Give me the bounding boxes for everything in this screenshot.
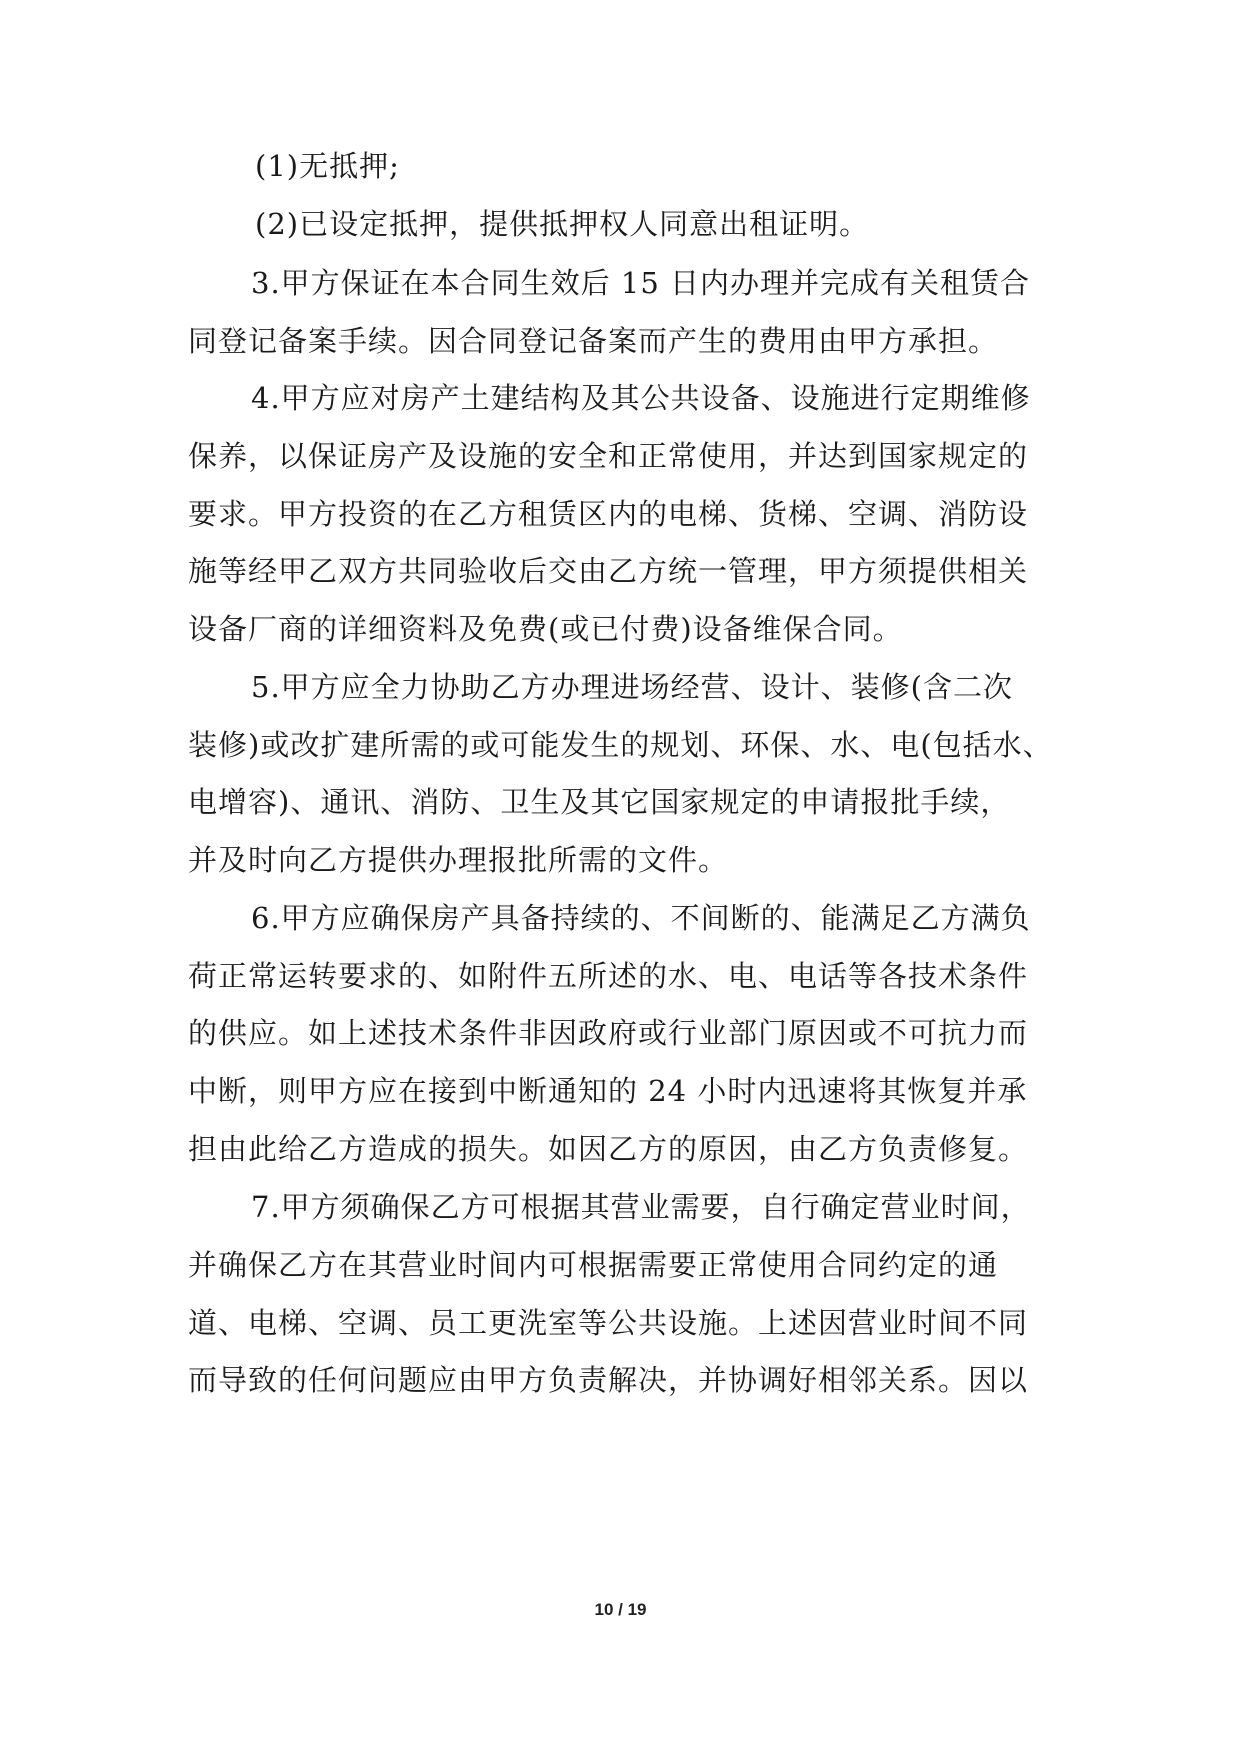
clause-7-line-4: 而导致的任何问题应由甲方负责解决，并协调好相邻关系。因以 [188, 1363, 1029, 1397]
clause-5-line-2: 装修)或改扩建所需的或可能发生的规划、环保、水、电(包括水、 [188, 728, 1053, 762]
clause-4-line-4: 施等经甲乙双方共同验收后交由乙方统一管理，甲方须提供相关 [188, 554, 1029, 588]
clause-7-line-2: 并确保乙方在其营业时间内可根据需要正常使用合同约定的通 [188, 1248, 999, 1282]
clause-6-line-5: 担由此给乙方造成的损失。如因乙方的原因，由乙方负责修复。 [188, 1132, 1029, 1166]
page-number: 10 / 19 [594, 1600, 647, 1619]
clause-7-line-1: 7.甲方须确保乙方可根据其营业需要，自行确定营业时间， [251, 1190, 1031, 1224]
clause-5-line-1: 5.甲方应全力协助乙方办理进场经营、设计、装修(含二次 [251, 670, 1013, 704]
clause-6-line-4: 中断，则甲方应在接到中断通知的 24 小时内迅速将其恢复并承 [188, 1074, 1028, 1108]
list-item-2: (2)已设定抵押，提供抵押权人同意出租证明。 [255, 207, 870, 241]
list-item-1: (1)无抵押; [255, 149, 400, 183]
clause-7-line-3: 道、电梯、空调、员工更洗室等公共设施。上述因营业时间不同 [188, 1306, 1029, 1340]
clause-3-line-2: 同登记备案手续。因合同登记备案而产生的费用由甲方承担。 [188, 324, 999, 358]
clause-4-line-2: 保养，以保证房产及设施的安全和正常使用，并达到国家规定的 [188, 439, 1029, 473]
clause-4-line-1: 4.甲方应对房产土建结构及其公共设备、设施进行定期维修 [251, 381, 1031, 415]
clause-5-line-4: 并及时向乙方提供办理报批所需的文件。 [188, 843, 729, 877]
clause-5-line-3: 电增容)、通讯、消防、卫生及其它国家规定的申请报批手续， [188, 785, 1011, 819]
clause-4-line-3: 要求。甲方投资的在乙方租赁区内的电梯、货梯、空调、消防设 [188, 497, 1029, 531]
clause-6-line-3: 的供应。如上述技术条件非因政府或行业部门原因或不可抗力而 [188, 1016, 1029, 1050]
clause-6-line-1: 6.甲方应确保房产具备持续的、不间断的、能满足乙方满负 [251, 901, 1031, 935]
clause-4-line-5: 设备厂商的详细资料及免费(或已付费)设备维保合同。 [188, 612, 903, 646]
clause-3-line-1: 3.甲方保证在本合同生效后 15 日内办理并完成有关租赁合 [251, 266, 1031, 300]
clause-6-line-2: 荷正常运转要求的、如附件五所述的水、电、电话等各技术条件 [188, 959, 1029, 993]
